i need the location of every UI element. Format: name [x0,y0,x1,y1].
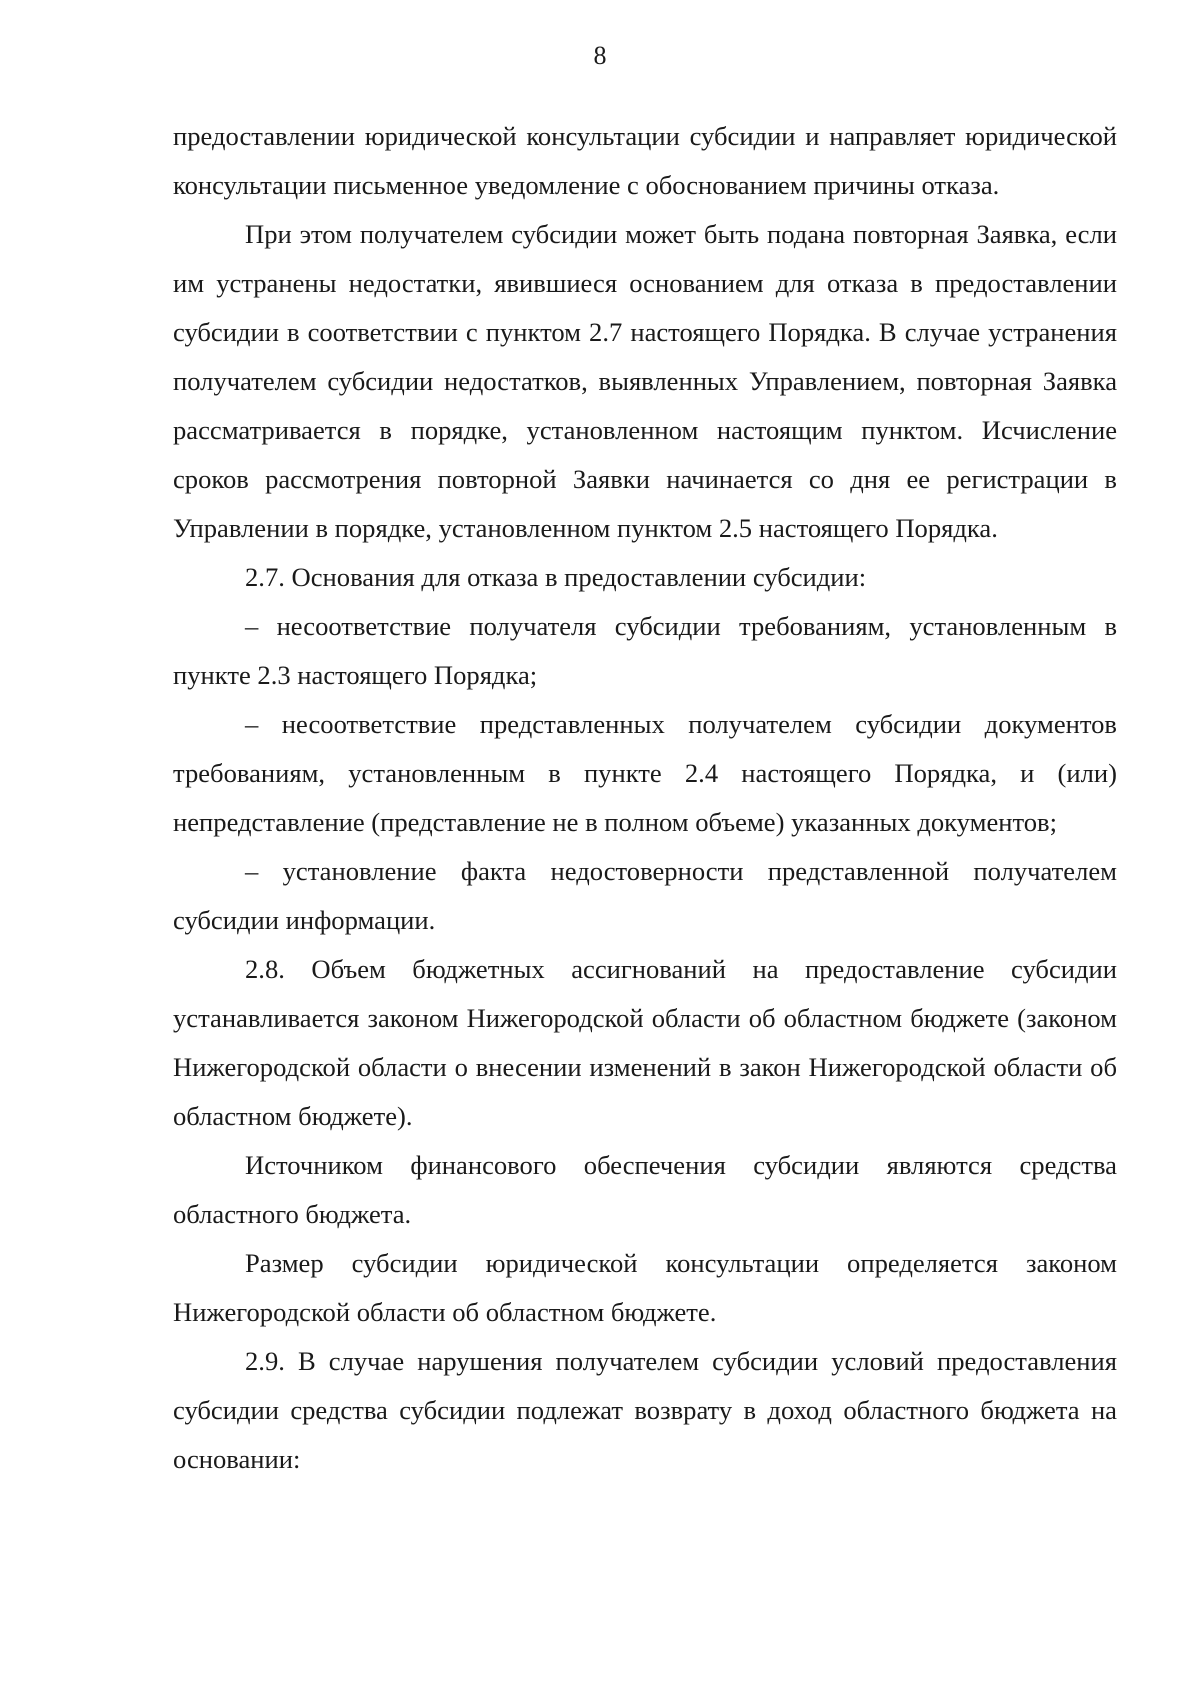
paragraph-funding-source: Источником финансового обеспечения субсидии являются средства областного бюджета. [173,1150,1117,1229]
document-body [173,112,1117,1484]
list-item-false-information: – установление факта недостоверности представленной получателем субсидии информации. [173,856,1117,935]
paragraph-section-2-7: 2.7. Основания для отказа в предоставлении субсидии: [245,562,867,592]
paragraph-refusal-notice: предоставлении юридической консультации субсидии и направляет юридической консультации письменное уведомление с обоснованием причины отказа. [173,121,1117,200]
paragraph-subsidy-amount: Размер субсидии юридической консультации определяется законом Нижегородской области об областном бюджете. [173,1248,1117,1327]
paragraph-section-2-8: 2.8. Объем бюджетных ассигнований на предоставление субсидии устанавливается законом Нижегородской области об областном бюджете (законом Нижегородской области о внесении изменений в закон Нижегородской области об областном бюджете). [173,954,1117,1131]
paragraph-section-2-9: 2.9. В случае нарушения получателем субсидии условий предоставления субсидии средства субсидии подлежат возврату в доход областного бюджета на основании: [173,1346,1117,1474]
page-number: 8 [593,41,607,70]
list-item-requirements-mismatch: – несоответствие получателя субсидии требованиям, установленным в пункте 2.3 настоящего Порядка; [173,611,1117,690]
paragraph-repeat-application: При этом получателем субсидии может быть подана повторная Заявка, если им устранены недостатки, явившиеся основанием для отказа в предоставлении субсидии в соответствии с пунктом 2.7 настоящего Порядка. В случае устранения получателем субсидии недостатков, выявленных Управлением, повторная Заявка рассматривается в порядке, установленном настоящим пунктом. Исчисление сроков рассмотрения повторной Заявки начинается со дня ее регистрации в Управлении в порядке, установленном пунктом 2.5 настоящего Порядка. [173,219,1117,543]
list-item-documents-mismatch: – несоответствие представленных получателем субсидии документов требованиям, установленным в пункте 2.4 настоящего Порядка, и (или) непредставление (представление не в полном объеме) указанных документов; [173,709,1117,837]
